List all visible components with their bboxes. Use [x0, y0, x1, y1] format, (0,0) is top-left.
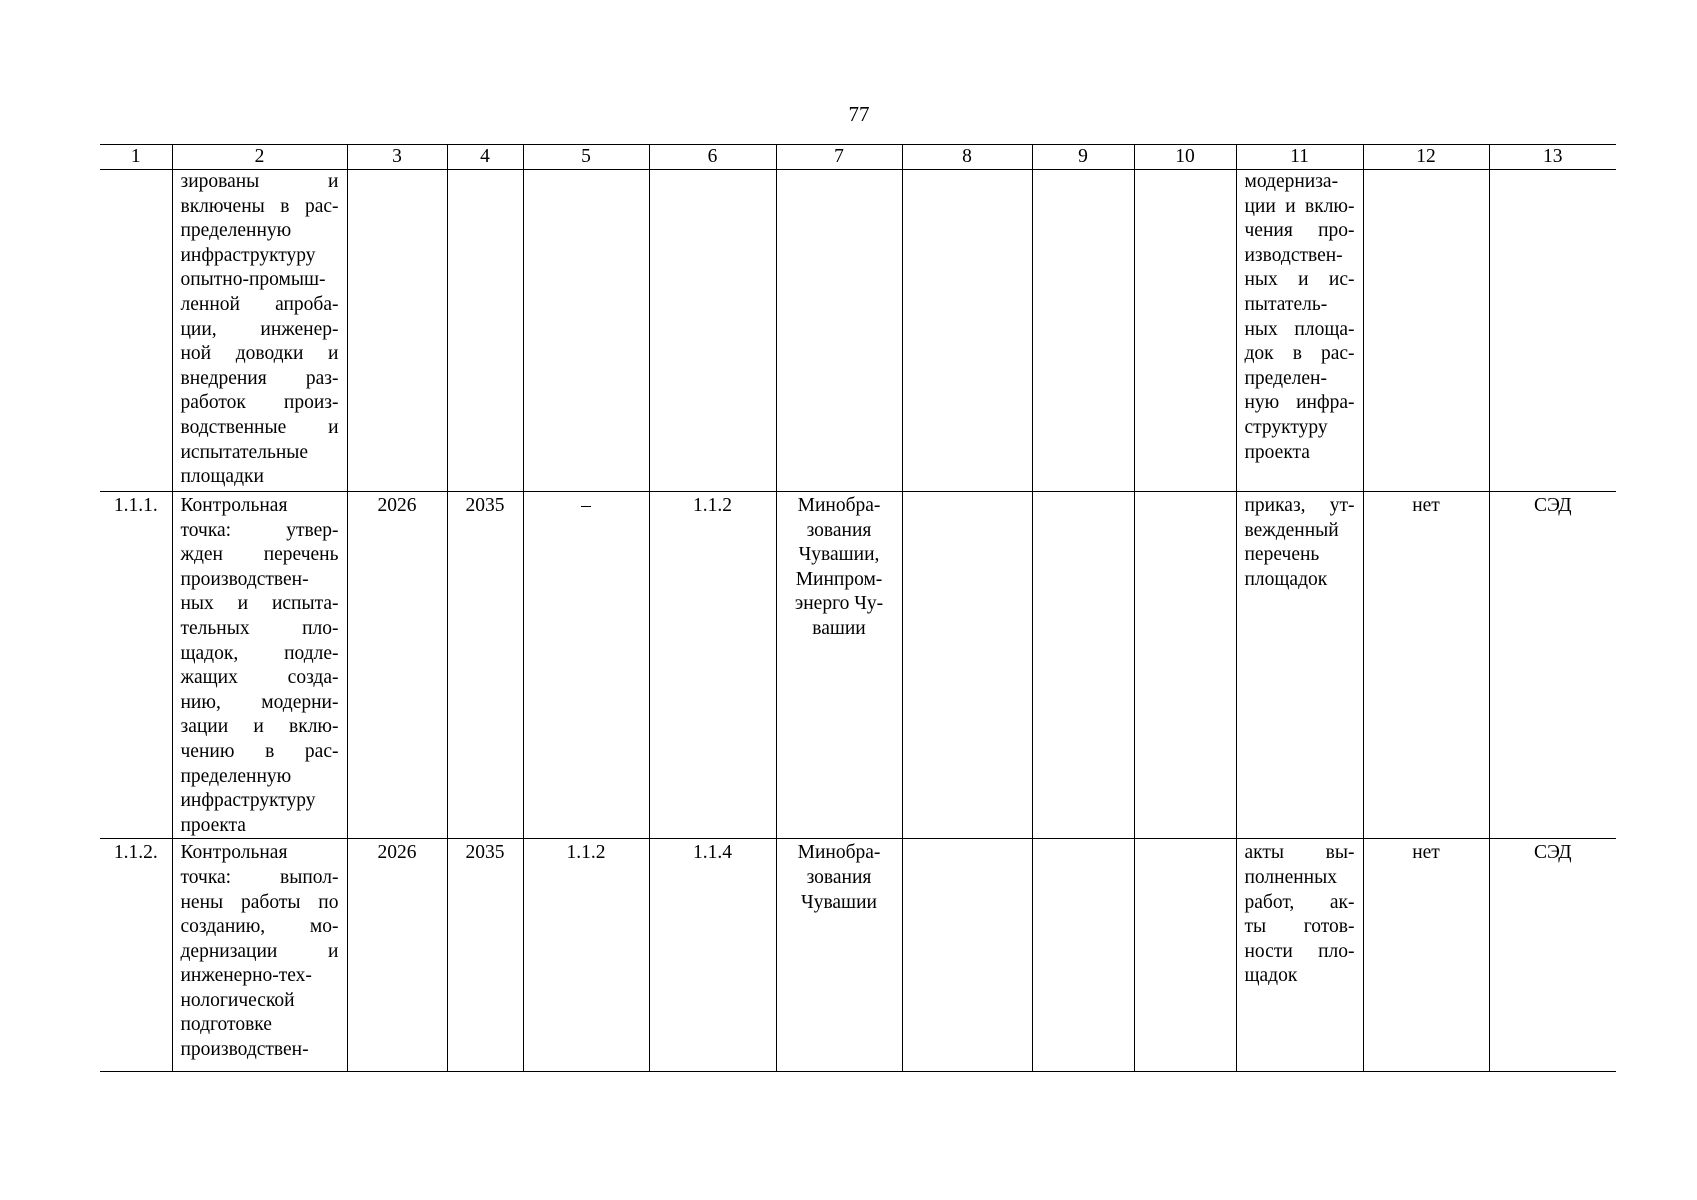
table-row [100, 170, 1616, 492]
cell-text-line: зации и вклю- [180, 716, 339, 738]
cell-text-line: Чувашии, [798, 544, 880, 566]
cell-text-line: чения про- [1244, 220, 1355, 242]
column-header: 3 [347, 145, 447, 170]
responsible-cell [776, 170, 902, 492]
column-header: 12 [1363, 145, 1489, 170]
cell-text-line: док в рас- [1244, 343, 1355, 365]
cell-text-line: пределенную [180, 220, 292, 242]
cell-text-line: проекта [1244, 441, 1310, 463]
cell-text-line: изводствен- [1244, 244, 1343, 266]
cell-text-line: полненных [1244, 866, 1337, 888]
cell-text-line: работ, ак- [1244, 891, 1355, 913]
empty-cell [1134, 839, 1236, 1072]
table-row [100, 492, 1616, 839]
cell-text-line: созданию, мо- [180, 916, 339, 938]
column-header: 5 [523, 145, 649, 170]
cell-text-line: ных и ис- [1244, 269, 1355, 291]
event-name-cell [172, 170, 347, 492]
cell-text-line: акты вы- [1244, 842, 1355, 864]
cell-text-line: жащих созда- [180, 667, 339, 689]
cell-text-line: производствен- [180, 1039, 309, 1061]
cell-text-line: зования [806, 519, 872, 541]
row-number [100, 170, 172, 492]
cell-text-line: ных и испыта- [180, 593, 339, 615]
column-header: 9 [1032, 145, 1134, 170]
cell-text-line: Чувашии [801, 891, 877, 913]
end-year-cell: 2035 [447, 492, 523, 839]
cell-text-line: опытно-промыш- [180, 269, 326, 291]
empty-cell [902, 492, 1032, 839]
cell-text-line: ную инфра- [1244, 392, 1355, 414]
flag-cell [1363, 170, 1489, 492]
column-header: 2 [172, 145, 347, 170]
cell-text-line: ности пло- [1244, 940, 1355, 962]
empty-cell [1134, 492, 1236, 839]
responsible-cell [776, 839, 902, 1072]
predecessor-cell: 1.1.2 [523, 839, 649, 1072]
empty-cell [902, 170, 1032, 492]
column-header: 13 [1489, 145, 1616, 170]
predecessor-cell: – [523, 492, 649, 839]
cell-text-line: ной доводки и [180, 343, 339, 365]
cell-text-line: щадок, подле- [180, 642, 339, 664]
event-name-cell [172, 839, 347, 1072]
cell-text-line: Контрольная [180, 842, 288, 864]
cell-text-line: инфраструктуру [180, 244, 316, 266]
system-cell: СЭД [1489, 839, 1616, 1072]
cell-text-line: Контрольная [180, 495, 288, 516]
cell-text-line: испытательные [180, 441, 309, 463]
empty-cell [1032, 492, 1134, 839]
column-header: 8 [902, 145, 1032, 170]
cell-text-line: зированы и [180, 171, 339, 192]
cell-text-line: пытатель- [1244, 293, 1328, 315]
cell-text-line: работок произ- [180, 392, 339, 414]
cell-text-line: ции, инженер- [180, 318, 339, 340]
cell-text-line: точка: выпол- [180, 866, 339, 888]
cell-text-line: дернизации и [180, 940, 339, 962]
table-header-row [100, 145, 1616, 170]
end-year-cell: 2035 [447, 839, 523, 1072]
cell-text-line: вашии [812, 617, 866, 639]
cell-text-line: водственные и [180, 416, 339, 438]
cell-text-line: ты готов- [1244, 916, 1355, 938]
result-document-cell [1236, 492, 1363, 839]
cell-text-line: зования [806, 866, 872, 888]
cell-text-line: производствен- [180, 568, 309, 590]
cell-text-line: пределенную [180, 765, 292, 787]
table-row [100, 839, 1616, 1072]
column-header: 6 [649, 145, 776, 170]
cell-text-line: ленной апроба- [180, 293, 339, 315]
cell-text-line: структуру [1244, 416, 1328, 438]
cell-text-line: Минпром- [795, 568, 883, 590]
cell-text-line: площадок [1244, 568, 1328, 590]
plan-table [100, 144, 1616, 1072]
successor-cell [649, 170, 776, 492]
cell-text-line: пределен- [1244, 367, 1327, 389]
cell-text-line: включены в рас- [180, 195, 339, 217]
result-document-cell [1236, 170, 1363, 492]
cell-text-line: точка: утвер- [180, 519, 339, 541]
cell-text-line: ных площа- [1244, 318, 1355, 340]
cell-text-line: подготовке [180, 1014, 272, 1036]
row-number: 1.1.2. [100, 839, 172, 1072]
column-header: 10 [1134, 145, 1236, 170]
cell-text-line: инженерно-тех- [180, 965, 312, 987]
start-year-cell [347, 170, 447, 492]
cell-text-line: инфраструктуру [180, 790, 316, 812]
page-number: 77 [848, 102, 870, 126]
cell-text-line: модерниза- [1244, 171, 1339, 192]
cell-text-line: нологической [180, 989, 295, 1011]
cell-text-line: вежденный [1244, 519, 1339, 541]
column-header: 7 [776, 145, 902, 170]
cell-text-line: площадки [180, 466, 264, 488]
column-header: 11 [1236, 145, 1363, 170]
flag-cell: нет [1363, 839, 1489, 1072]
result-document-cell [1236, 839, 1363, 1072]
cell-text-line: Минобра- [797, 495, 881, 516]
event-name-cell [172, 492, 347, 839]
empty-cell [902, 839, 1032, 1072]
start-year-cell: 2026 [347, 492, 447, 839]
cell-text-line: жден перечень [180, 544, 339, 566]
cell-text-line: ции и вклю- [1244, 195, 1355, 217]
predecessor-cell [523, 170, 649, 492]
column-header: 4 [447, 145, 523, 170]
flag-cell: нет [1363, 492, 1489, 839]
responsible-cell [776, 492, 902, 839]
cell-text-line: Минобра- [797, 842, 881, 864]
cell-text-line: нию, модерни- [180, 691, 339, 713]
cell-text-line: перечень [1244, 544, 1320, 566]
cell-text-line: энерго Чу- [794, 593, 884, 615]
end-year-cell [447, 170, 523, 492]
cell-text-line: приказ, ут- [1244, 495, 1355, 516]
cell-text-line: чению в рас- [180, 740, 339, 762]
successor-cell: 1.1.2 [649, 492, 776, 839]
cell-text-line: проекта [180, 814, 246, 836]
cell-text-line: нены работы по [180, 891, 339, 913]
cell-text-line: внедрения раз- [180, 367, 339, 389]
empty-cell [1032, 839, 1134, 1072]
empty-cell [1134, 170, 1236, 492]
row-number: 1.1.1. [100, 492, 172, 839]
empty-cell [1032, 170, 1134, 492]
system-cell: СЭД [1489, 492, 1616, 839]
cell-text-line: тельных пло- [180, 617, 339, 639]
start-year-cell: 2026 [347, 839, 447, 1072]
column-header: 1 [100, 145, 172, 170]
system-cell [1489, 170, 1616, 492]
successor-cell: 1.1.4 [649, 839, 776, 1072]
cell-text-line: щадок [1244, 965, 1298, 987]
